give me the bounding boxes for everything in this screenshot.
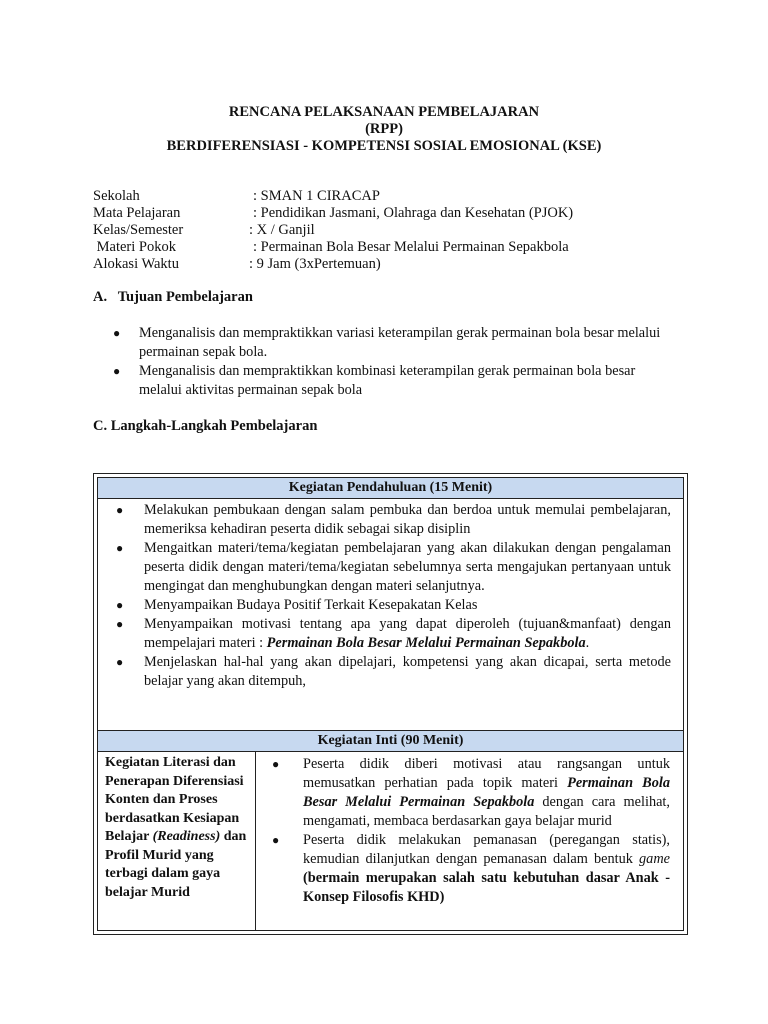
bullet-icon: ● [272,757,280,771]
game-italic: game [639,851,670,867]
bullet-icon: ● [116,655,124,669]
list-item [116,596,671,615]
identity-value: : 9 Jam (3xPertemuan) [249,256,381,272]
list-item [116,653,671,691]
identity-row-class [93,222,713,239]
list-item [272,831,670,907]
intro-activity-header: Kegiatan Pendahuluan (15 Menit) [98,478,683,499]
table-inner-border [97,477,684,931]
intro-item-text: Menjelaskan hal-hal yang akan dipelajari, kompetensi yang akan dicapai, serta metode belajar yang akan ditempuh, [144,654,671,689]
section-a-heading: A. Tujuan Pembelajaran [93,289,253,305]
goal-text: Menganalisis dan mempraktikkan variasi keterampilan gerak permainan bola besar melalui permainan sepak bola. [139,325,661,360]
identity-label: Sekolah [93,188,140,204]
bullet-icon: ● [113,364,121,378]
doc-title-line3: BERDIFERENSIASI - KOMPETENSI SOSIAL EMOSIONAL (KSE) [166,138,602,154]
identity-value: : SMAN 1 CIRACAP [253,188,380,204]
learning-steps-table [93,473,688,935]
core-item-text: Peserta didik melakukan pemanasan (peregangan statis), kemudian dilanjutkan dengan pemanasan dalam bentuk [303,832,670,867]
core-left-text: Kegiatan Literasi dan Penerapan Diferensiasi Konten dan Proses berdasatkan Kesiapan Belajar [105,755,244,844]
identity-row-material [93,239,713,256]
identity-value: : Permainan Bola Besar Melalui Permainan Sepakbola [253,239,569,255]
core-left-text-end: dan Profil Murid yang terbagi dalam gaya belajar Murid [105,829,247,900]
khd-bold-note: (bermain merupakan salah satu kebutuhan dasar Anak - Konsep Filosofis KHD) [303,870,670,905]
intro-activity-list [116,501,671,691]
list-item [116,539,671,596]
doc-title-line2: (RPP) [365,121,403,137]
identity-label: Mata Pelajaran [93,205,181,221]
identity-label: Alokasi Waktu [93,256,179,272]
bullet-icon: ● [116,617,124,631]
identity-label: Materi Pokok [93,239,176,255]
list-item [116,501,671,539]
core-activity-list [272,755,670,907]
list-item [272,755,670,831]
identity-row-time [93,256,713,273]
bullet-icon: ● [113,326,121,340]
list-item [113,362,673,400]
intro-item-end: . [585,635,590,651]
learning-goals-list [113,324,673,400]
material-emphasis: Permainan Bola Besar Melalui Permainan Sepakbola [266,635,586,651]
bullet-icon: ● [272,833,280,847]
bullet-icon: ● [116,598,124,612]
bullet-icon: ● [116,503,124,517]
core-activity-header: Kegiatan Inti (90 Menit) [98,730,683,752]
identity-value: : Pendidikan Jasmani, Olahraga dan Kesehatan (PJOK) [253,205,574,221]
core-item-text-end: dengan cara melihat, mengamati, membaca berdasarkan gaya belajar murid [303,794,670,829]
identity-label: Kelas/Semester [93,222,184,238]
list-item [116,615,671,653]
doc-title-line1: RENCANA PELAKSANAAN PEMBELAJARAN [228,104,540,120]
identity-value: : X / Ganjil [249,222,315,238]
intro-item-text: Menyampaikan Budaya Positif Terkait Kesepakatan Kelas [144,597,478,613]
goal-text: Menganalisis dan mempraktikkan kombinasi keterampilan gerak permainan bola besar melalui aktivitas permainan sepak bola [139,363,636,398]
section-c-heading: C. Langkah-Langkah Pembelajaran [93,418,318,434]
readiness-italic: (Readiness) [152,829,221,844]
intro-item-text: Melakukan pembukaan dengan salam pembuka dan berdoa untuk memulai pembelajaran, memeriksa kehadiran peserta didik sebagai sikap disiplin [144,502,671,537]
column-divider [255,752,256,930]
core-item-text: Peserta didik diberi motivasi atau rangsangan untuk memusatkan perhatian pada topik materi [303,756,670,791]
intro-item-text: Mengaitkan materi/tema/kegiatan pembelajaran yang akan dilakukan dengan pengalaman peserta didik dengan materi/tema/kegiatan sebelumnya serta mengajukan pertanyaan untuk mengingat dan menghubungkan dengan materi selanjutnya. [144,540,671,594]
bullet-icon: ● [116,541,124,555]
identity-row-school [93,188,713,205]
identity-row-subject [93,205,713,222]
intro-item-text: Menyampaikan motivasi tentang apa yang dapat diperoleh (tujuan&manfaat) dengan mempelajari materi : [144,616,671,651]
material-emphasis: Permainan Bola Besar Melalui Permainan Sepakbola [303,775,670,810]
list-item [113,324,673,362]
core-left-cell [105,754,250,902]
